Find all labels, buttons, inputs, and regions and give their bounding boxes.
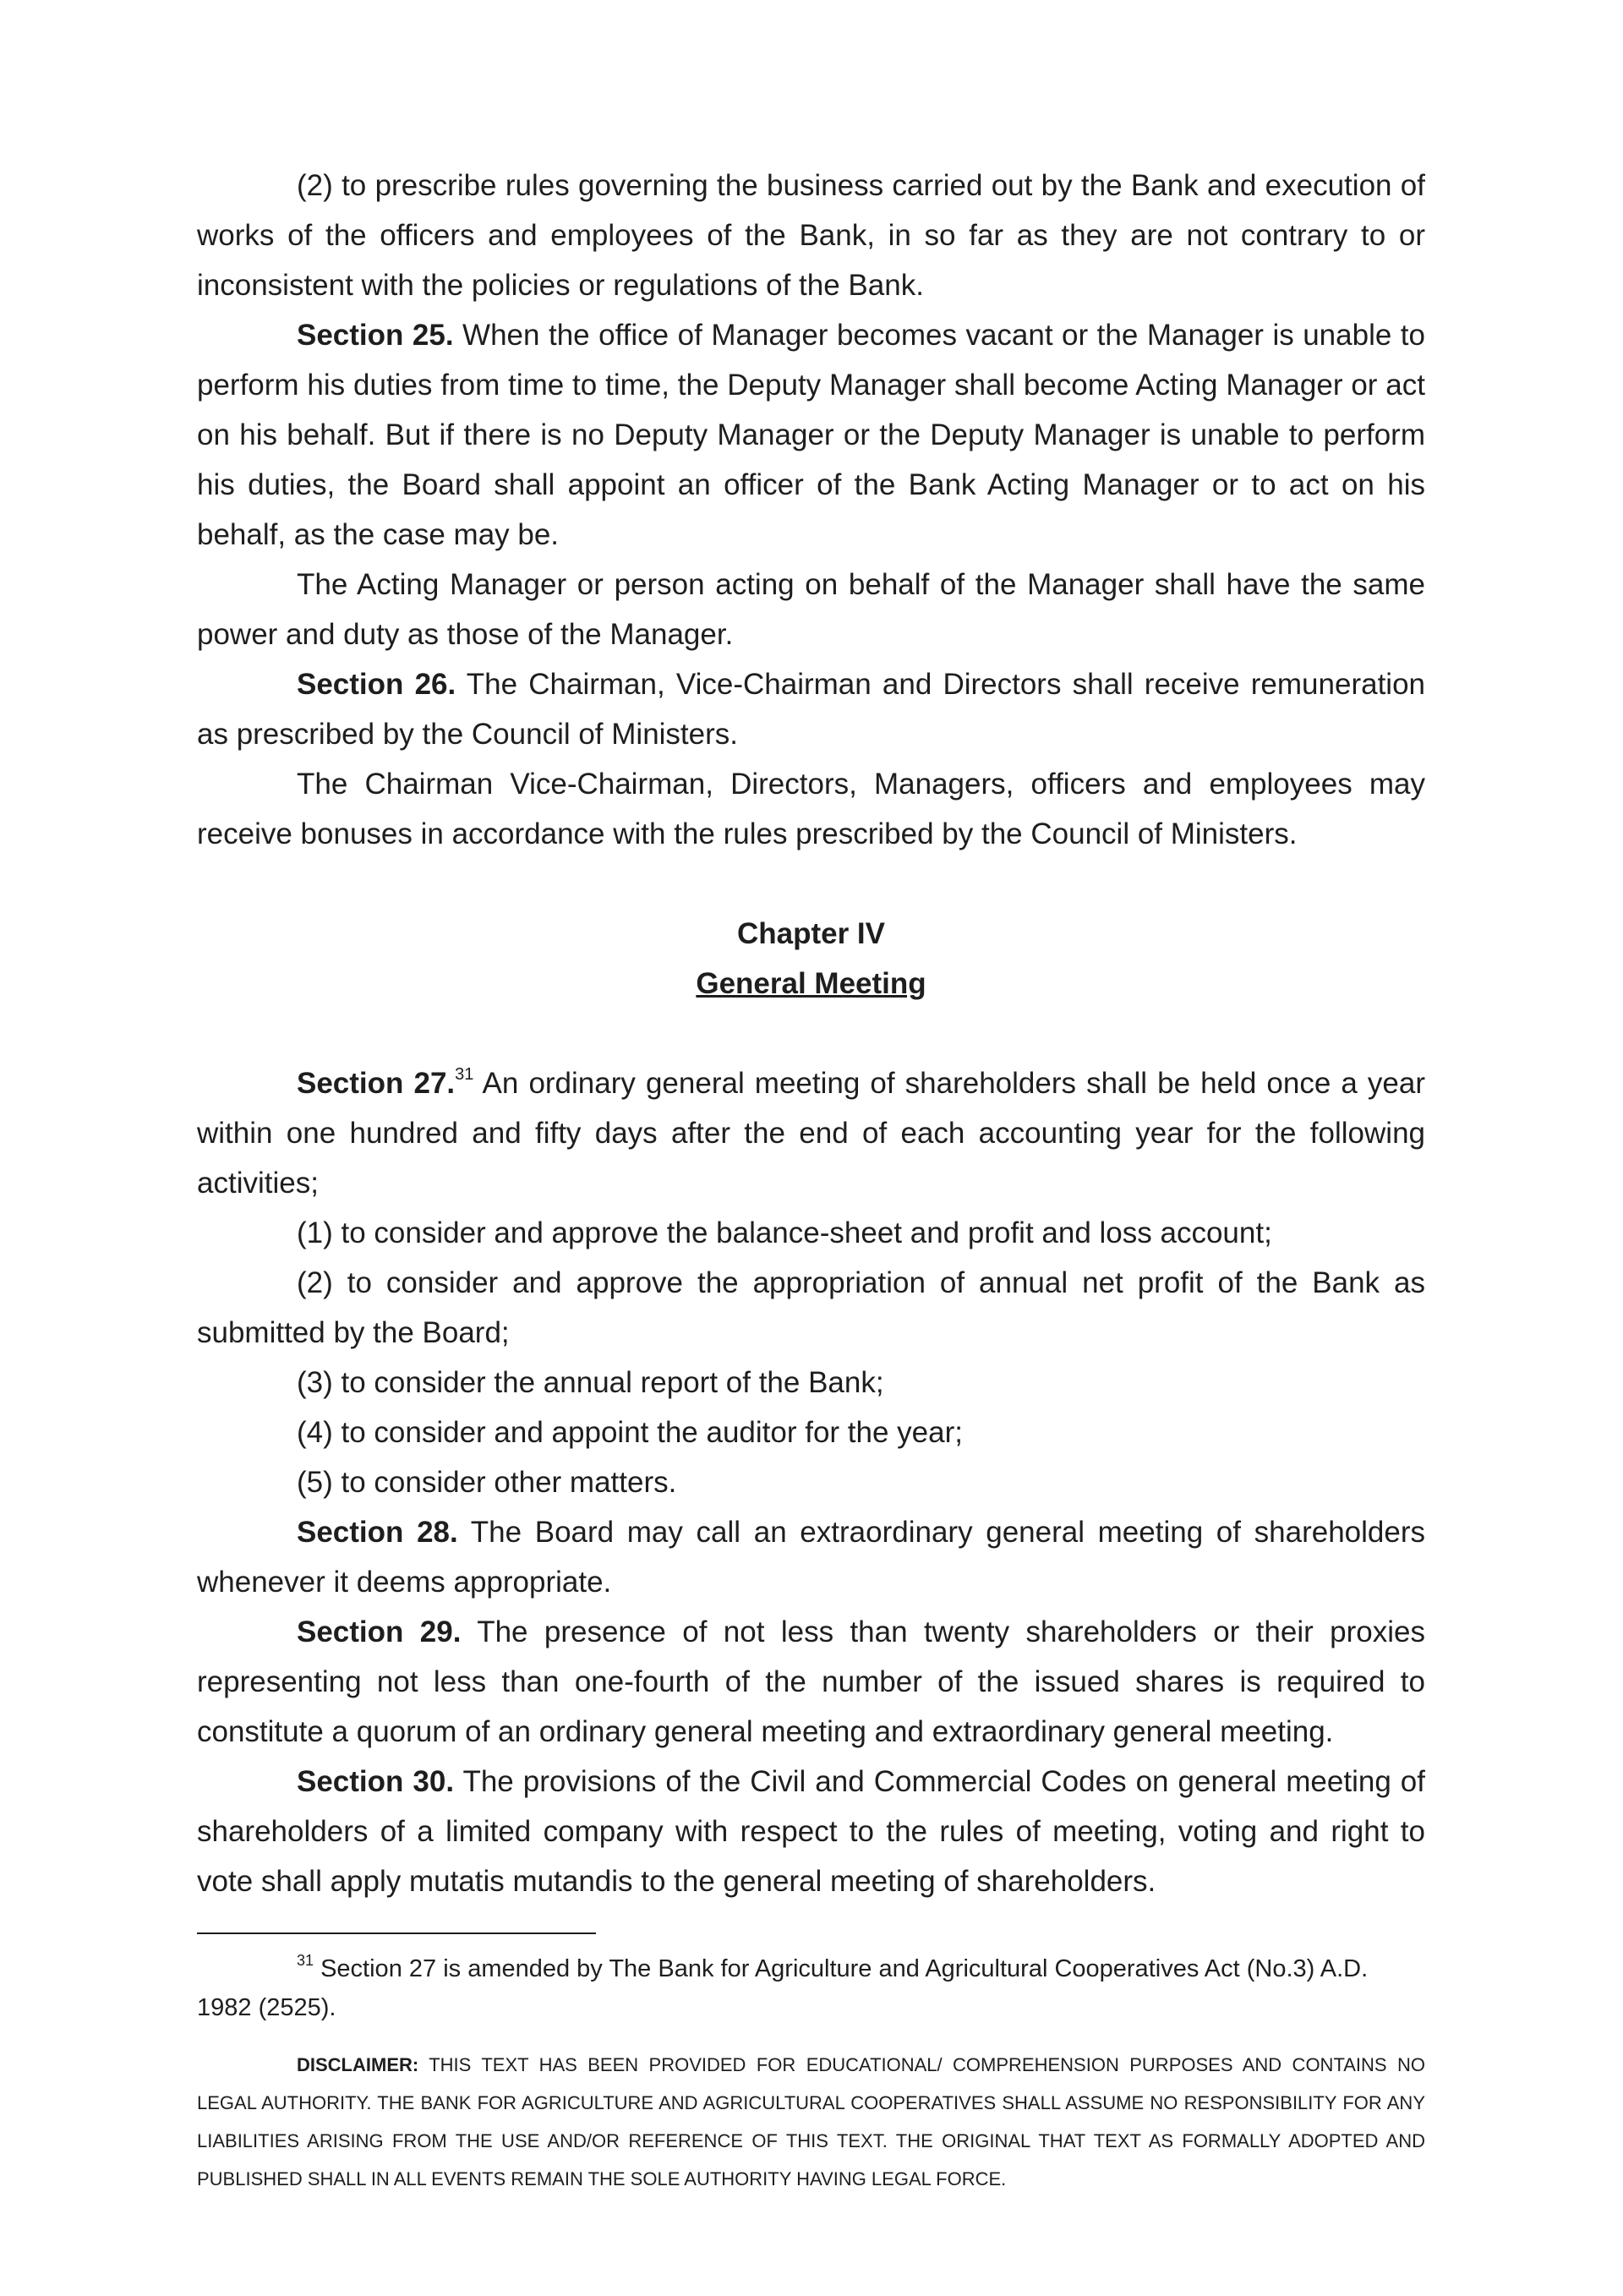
list-item: (3) to consider the annual report of the Bank;	[297, 1366, 884, 1399]
section-28	[197, 1507, 1425, 1607]
footnote-divider	[197, 1932, 596, 1934]
footnote-text: Section 27 is amended by The Bank for Agriculture and Agricultural Cooperatives Act (No.3) A.D. 1982 (2525).	[197, 1955, 1369, 2021]
section-26-text: The Chairman, Vice-Chairman and Directors shall receive remuneration as prescribed by the Council of Ministers.	[197, 668, 1426, 751]
section-25-paragraph-2: The Acting Manager or person acting on behalf of the Manager shall have the same power and duty as those of the Manager.	[197, 568, 1425, 651]
list-item: (2) to consider and approve the appropriation of annual net profit of the Bank as submitted by the Board;	[197, 1266, 1425, 1349]
section-26-paragraph-2: The Chairman Vice-Chairman, Directors, Managers, officers and employees may receive bonuses in accordance with the rules prescribed by the Council of Ministers.	[197, 768, 1425, 850]
section-30-heading: Section 30.	[297, 1765, 455, 1798]
section-26-heading: Section 26.	[297, 668, 456, 701]
spacer	[197, 1009, 1425, 1058]
section-29	[197, 1607, 1425, 1757]
section-28-text: The Board may call an extraordinary general meeting of shareholders whenever it deems appropriate.	[197, 1516, 1426, 1599]
section-28-heading: Section 28.	[297, 1516, 458, 1549]
list-item: (5) to consider other matters.	[297, 1466, 677, 1499]
chapter-subtitle: General Meeting	[696, 967, 926, 1000]
disclaimer	[197, 2046, 1425, 2198]
section-30	[197, 1757, 1425, 1906]
document-body	[197, 161, 1425, 1906]
section-27-heading: Section 27.	[297, 1067, 456, 1100]
section-25	[197, 310, 1425, 560]
list-item: (4) to consider and appoint the auditor for the year;	[297, 1416, 963, 1449]
section-30-text: The provisions of the Civil and Commercial Codes on general meeting of shareholders of a limited company with respect to the rules of meeting, voting and right to vote shall apply mutatis mutandis to the general meeting of shareholders.	[197, 1765, 1425, 1898]
disclaimer-label: DISCLAIMER:	[297, 2054, 419, 2075]
paragraph-item-2: (2) to prescribe rules governing the business carried out by the Bank and execution of works of the officers and employees of the Bank, in so far as they are not contrary to or inconsistent with the policies or regulations of the Bank.	[197, 169, 1425, 302]
list-item: (1) to consider and approve the balance-sheet and profit and loss account;	[297, 1216, 1272, 1249]
footnote-reference: 31	[455, 1065, 474, 1084]
disclaimer-text: THIS TEXT HAS BEEN PROVIDED FOR EDUCATIONAL/ COMPREHENSION PURPOSES AND CONTAINS NO LEGAL AUTHORITY. THE BANK FOR AGRICULTURE AND AGRICULTURAL COOPERATIVES SHALL ASSUME NO RESPONSIBILITY FOR ANY LIABILITIES ARISING FROM THE USE AND/OR REFERENCE OF THIS TEXT. THE ORIGINAL THAT TEXT AS FORMALLY ADOPTED AND PUBLISHED SHALL IN ALL EVENTS REMAIN THE SOLE AUTHORITY HAVING LEGAL FORCE.	[197, 2054, 1425, 2189]
footnote-number: 31	[297, 1952, 314, 1969]
section-26	[197, 659, 1425, 759]
section-29-heading: Section 29.	[297, 1615, 462, 1648]
section-25-text: When the office of Manager becomes vacant or the Manager is unable to perform his duties from time to time, the Deputy Manager shall become Acting Manager or act on his behalf. But if there is no Deputy Manager or the Deputy Manager is unable to perform his duties, the Board shall appoint an officer of the Bank Acting Manager or to act on his behalf, as the case may be.	[197, 319, 1425, 551]
chapter-title: Chapter IV	[736, 917, 886, 950]
section-29-text: The presence of not less than twenty shareholders or their proxies representing not less than one-fourth of the number of the issued shares is required to constitute a quorum of an ordinary general meeting and extraordinary general meeting.	[197, 1615, 1425, 1748]
footnote	[197, 1949, 1425, 2027]
section-27-text: An ordinary general meeting of shareholders shall be held once a year within one hundred and fifty days after the end of each accounting year for the following activities;	[197, 1067, 1426, 1200]
section-27	[197, 1058, 1425, 1208]
section-25-heading: Section 25.	[297, 319, 454, 352]
spacer	[197, 859, 1425, 909]
